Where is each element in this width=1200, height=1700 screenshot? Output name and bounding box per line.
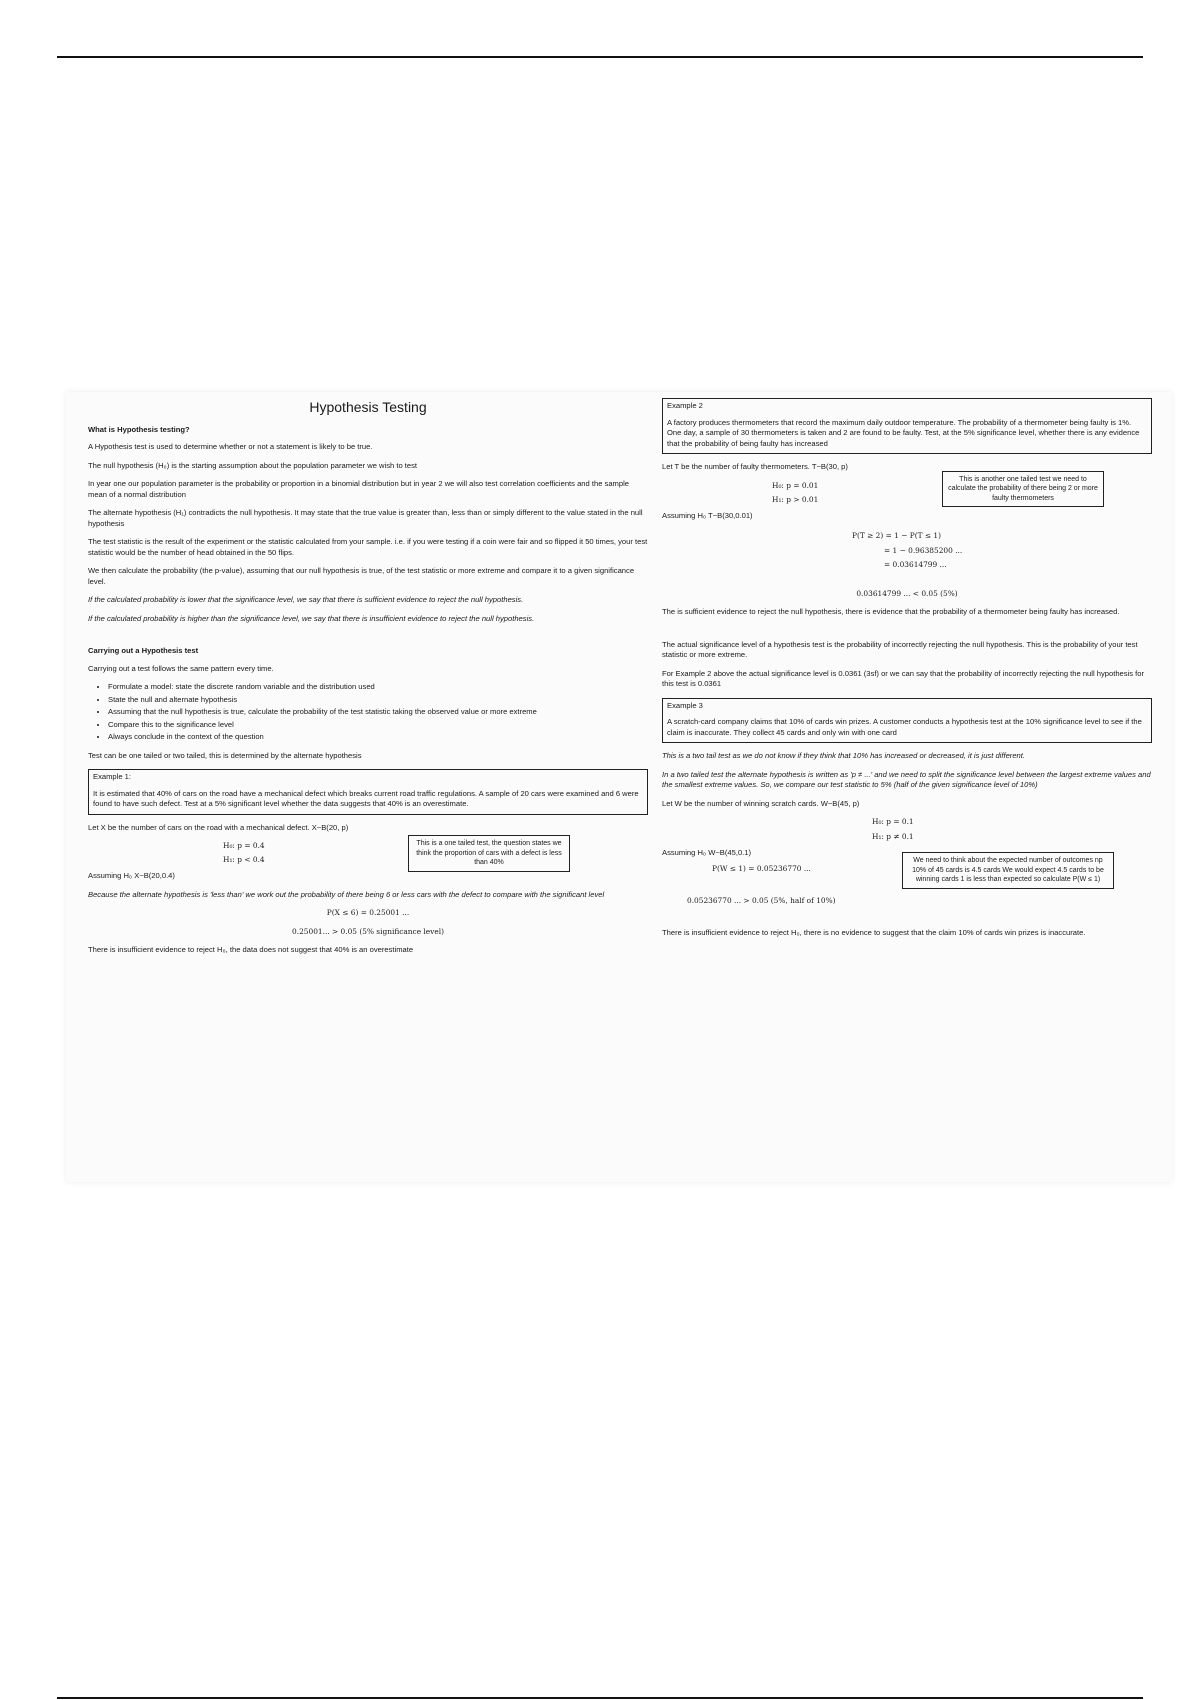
list-item: • State the null and alternate hypothesis (108, 695, 648, 706)
example-text: A scratch-card company claims that 10% of cards win prizes. A customer conducts a hypothesis test at the 10% significance level to see if the claim is inaccurate. They collect 45 cards and only win with one card (667, 717, 1142, 737)
paragraph: This is a two tail test as we do not know if they think that 10% has increased or decreased, it is just different. (662, 751, 1025, 760)
let-statement: Let W be the number of winning scratch cards. W~B(45, p) (662, 798, 860, 808)
example-3-working (662, 848, 1152, 918)
example-text: A factory produces thermometers that record the maximum daily outdoor temperature. The probability of a thermometer being faulty is 1%. One day, a sample of 30 thermometers is taken and 2 are found to be faulty. Test, at the 5% significance level, whether there is any evidence that the probability of being faulty has increased (667, 417, 1140, 448)
list-item: • Assuming that the null hypothesis is true, calculate the probability of the test statistic taking the observed value or more extreme (108, 707, 648, 718)
example-1-box (88, 769, 648, 815)
let-statement: Let X be the number of cars on the road with a mechanical defect. X~B(20, p) (88, 822, 349, 832)
paragraph: A Hypothesis test is used to determine whether or not a statement is likely to be true. (88, 442, 373, 451)
hypotheses-block (662, 475, 1152, 511)
example-label: Example 3 (667, 700, 703, 710)
comparison: 0.25001... > 0.05 (5% significance level) (292, 926, 444, 936)
assumption: Assuming H₀ X~B(20,0.4) (88, 871, 175, 880)
comparison: 0.03614799 ... < 0.05 (5%) (856, 588, 958, 598)
paragraph: Carrying out a test follows the same pattern every time. (88, 663, 274, 673)
working-line: = 0.03614799 ... (884, 560, 947, 569)
top-rule (57, 56, 1143, 58)
working-line: = 1 − 0.96385200 ... (884, 545, 963, 555)
comparison: 0.05236770 ... > 0.05 (5%, half of 10%) (687, 896, 836, 905)
paragraph: The null hypothesis (H₀) is the starting assumption about the population parameter we wish to test (88, 460, 418, 470)
example-label: Example 1: (93, 772, 131, 781)
list-item: • Always conclude in the context of the question (108, 732, 648, 743)
paragraph: The alternate hypothesis (H₁) contradicts the null hypothesis. It may state that the true value is greater than, less than or simply different to the value stated in the null hypothesis (88, 508, 643, 528)
working-line: P(T ≥ 2) = 1 − P(T ≤ 1) (852, 531, 942, 540)
conclusion: There is insufficient evidence to reject H₀, the data does not suggest that 40% is an overestimate (88, 945, 414, 954)
margin-note: We need to think about the expected number of outcomes np 10% of 45 cards is 4.5 cards We would expect 4.5 cards to be winning cards 1 is less than expected so calculate P(W ≤ 1) (902, 852, 1114, 889)
left-column (88, 392, 648, 964)
example-2-box (662, 398, 1152, 454)
margin-note: This is another one tailed test we need to calculate the probability of there being 2 or more faulty thermometers (942, 471, 1104, 508)
alt-hypothesis: H₁: p > 0.01 (772, 494, 819, 504)
carry-heading: Carrying out a Hypothesis test (88, 646, 199, 655)
null-hypothesis: H₀: p = 0.1 (872, 817, 914, 826)
null-hypothesis: H₀: p = 0.01 (772, 480, 819, 490)
list-item: • Formulate a model: state the discrete random variable and the distribution used (108, 682, 648, 693)
assumption: Assuming H₀ T~B(30,0.01) (662, 510, 753, 520)
right-column (662, 392, 1152, 947)
paragraph: For Example 2 above the actual significance level is 0.0361 (3sf) or we can say that the probability of incorrectly rejecting the null hypothesis for this test is 0.0361 (662, 668, 1145, 688)
conclusion: There is insufficient evidence to reject H₀, there is no evidence to suggest that the claim 10% of cards win prizes is inaccurate. (662, 928, 1086, 937)
margin-note: This is a one tailed test, the question states we think the proportion of cars with a defect is less than 40% (408, 835, 570, 872)
example-label: Example 2 (667, 401, 703, 410)
example-text: It is estimated that 40% of cars on the road have a mechanical defect which breaks current road traffic regulations. A sample of 20 cars were examined and 6 were found to have such defect. Test at a 5% significant level whether the data suggests that 40% is an overestimate. (93, 788, 639, 808)
steps-list (108, 682, 648, 743)
paragraph: If the calculated probability is higher than the significance level, we say that there is insufficient evidence to reject the null hypothesis. (88, 613, 535, 623)
page-title: Hypothesis Testing (309, 399, 427, 415)
scanned-document (66, 392, 1172, 1182)
probability: P(X ≤ 6) = 0.25001 ... (326, 908, 410, 917)
probability: P(W ≤ 1) = 0.05236770 ... (712, 864, 811, 873)
list-item: • Compare this to the significance level (108, 720, 648, 731)
paragraph: If the calculated probability is lower that the significance level, we say that there is sufficient evidence to reject the null hypothesis. (88, 595, 524, 604)
null-hypothesis: H₀: p = 0.4 (223, 841, 265, 850)
bottom-rule (57, 1697, 1143, 1699)
let-statement: Let T be the number of faulty thermometers. T~B(30, p) (662, 462, 848, 471)
hypotheses-block (88, 841, 648, 871)
paragraph: Test can be one tailed or two tailed, this is determined by the alternate hypothesis (88, 750, 362, 760)
alt-hypothesis: H₁: p ≠ 0.1 (872, 831, 914, 841)
example-3-box (662, 698, 1152, 744)
what-heading: What is Hypothesis testing? (88, 424, 190, 434)
alt-hypothesis: H₁: p < 0.4 (223, 855, 265, 864)
paragraph: In year one our population parameter is the probability or proportion in a binomial distribution but in year 2 we will also test correlation coefficients and the sample mean of a normal distribution (88, 479, 630, 499)
conclusion: The is sufficient evidence to reject the null hypothesis, there is evidence that the probability of a thermometer being faulty has increased. (662, 607, 1120, 616)
explanation: Because the alternate hypothesis is 'less than' we work out the probability of there being 6 or less cars with the defect to compare with the significant level (88, 889, 605, 899)
paragraph: The actual significance level of a hypothesis test is the probability of incorrectly rejecting the null hypothesis. This is the probability of your test statistic or more extreme. (662, 639, 1138, 659)
paragraph: We then calculate the probability (the p-value), assuming that our null hypothesis is true, of the test statistic or more extreme and compare it to a given significance level. (88, 566, 635, 586)
assumption: Assuming H₀ W~B(45,0.1) (662, 848, 752, 857)
paragraph: In a two tailed test the alternate hypothesis is written as 'p ≠ ...' and we need to split the significance level between the largest extreme values and the smallest extreme values. So, we compare our test statistic to 5% (half of the given significance level of 10%) (662, 769, 1151, 789)
paragraph: The test statistic is the result of the experiment or the statistic calculated from your sample. i.e. if you were testing if a coin were fair and so flipped it 50 times, your test statistic would be the number of head obtained in the 50 flips. (88, 537, 648, 557)
